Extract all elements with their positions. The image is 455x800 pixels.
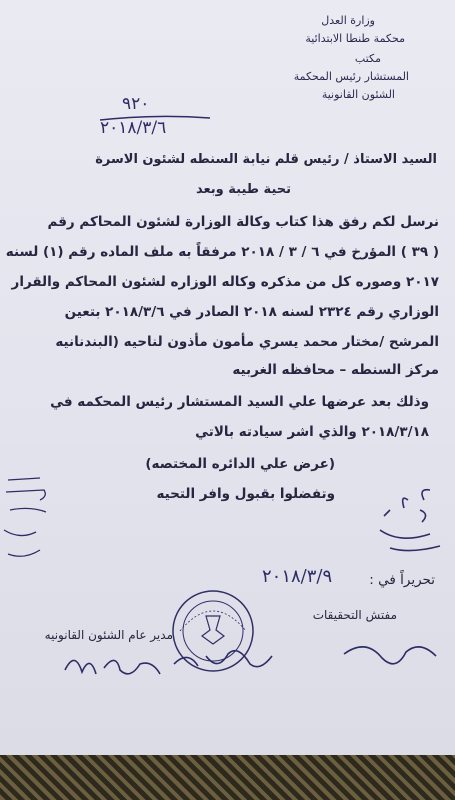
office-line: مكتب [354,52,381,65]
handwritten-annotation [360,470,450,560]
legal-affairs-line: الشئون القانونية [321,88,395,101]
court-line: محكمة طنطا الابتدائية [305,32,405,45]
date-label: تحريراً في : [369,572,435,588]
body-line-8: ٢٠١٨/٣/١٨ والذي اشر سيادته بالاتي [195,424,429,440]
closing-line: وتفضلوا بقبول وافر التحيه [156,486,335,502]
body-line-1: نرسل لكم رفق هذا كتاب وكالة الوزارة لشئون المحاكم رقم [47,214,439,230]
greeting-line: تحية طيبة وبعد [195,182,291,197]
body-line-6: مركز السنطه – محافظه الغربيه [232,362,439,378]
left-signatory-title: مدير عام الشئون القانونيه [44,628,173,642]
body-line-5: المرشح /مختار محمد يسري مأمون مأذون لناحيه (البندنانيه [55,334,439,350]
margin-annotation [0,470,60,590]
reference-number: ٩٢٠ [122,94,150,114]
body-line-3: ٢٠١٧ وصوره كل من مذكره وكاله الوزاره لشئون المحاكم والقرار [11,274,439,290]
background-surface [0,755,455,800]
reference-date: ٢٠١٨/٣/٦ [100,118,167,138]
right-signature [336,632,446,682]
addressee-line: السيد الاستاذ / رئيس قلم نيابة السنطه لشئون الاسرة [95,152,437,167]
reference-underline [95,110,215,130]
body-line-4: الوزاري رقم ٢٣٢٤ لسنه ٢٠١٨ الصادر في ٢٠١٨/٣/٦ بتعين [64,304,439,320]
middle-signature [168,636,278,686]
left-signature [60,640,170,690]
ministry-line: وزارة العدل [321,14,375,27]
right-signatory-title: مفتش التحقيقات [312,608,397,622]
body-line-7: وذلك بعد عرضها علي السيد المستشار رئيس المحكمه في [50,394,429,410]
body-line-2: ( ٣٩ ) المؤرخ في ٦ / ٣ / ٢٠١٨ مرفقاً به ملف الماده رقم (١) لسنه [5,244,439,260]
date-value: ٢٠١٨/٣/٩ [262,566,333,587]
instruction-line: (عرض علي الدائره المختصه) [145,456,335,472]
president-line: المستشار رئيس المحكمة [293,70,409,83]
